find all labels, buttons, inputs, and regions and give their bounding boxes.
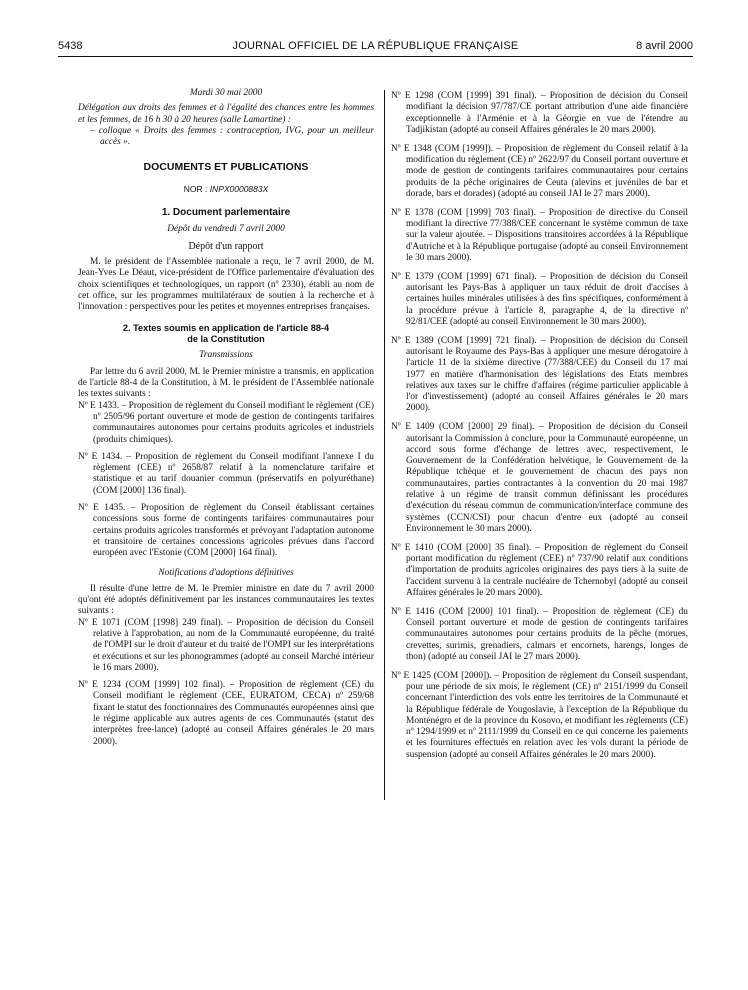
section-2-heading-line1: 2. Textes soumis en application de l'article 88-4 [122,323,330,334]
transmissions-heading: Transmissions [199,350,253,361]
text-entry: Nº E 1234 (COM [1999] 102 final). – Proposition de règlement (CE) du Conseil modifiant le règlement (CEE, EURATOM, CECA) nº 259/68 fixant le statut des fonctionnaires des Communautés européennes ainsi que le régime applicable aux autres agents de ces Communautés (statut des interprètes free-lance) (adopté au conseil Affaires générales le 20 mars 2000). [78,680,374,747]
transmissions-paragraph: Par lettre du 6 avril 2000, M. le Premier ministre a transmis, en application de l'article 88-4 de la Constitution, à M. le président de l'Assemblée nationale les textes suivants : [78,366,374,400]
section-2-heading [78,323,374,344]
section-1-depot-date: Dépôt du vendredi 7 avril 2000 [167,224,285,235]
page-header [58,40,693,56]
text-entry: Nº E 1425 (COM [2000]). – Proposition de règlement du Conseil suspendant, pour une période de six mois, le règlement (CE) nº 2151/1999 du Conseil concernant l'interdiction des vols entre les territoires de la Communauté et la République fédérale de Yougoslavie, à l'exception de la République du Monténégro et de la province du Kosovo, et modifiant les règlements (CE) nº 1294/1999 et nº 2111/1999 du Conseil en ce qui concerne les paiements et les fournitures effectués en relation avec les vols durant la période de suspension (adopté au conseil Affaires générales le 20 mars 2000). [391,670,688,760]
text-entry: Nº E 1434. – Proposition de règlement du Conseil modifiant l'annexe I du règlement (CEE) nº 2658/87 relatif à la nomenclature tarifaire et statistique et au tarif douanier commun (préservatifs en polyuréthane) (COM [2000] 136 final). [78,451,374,496]
notifications-heading: Notifications d'adoptions définitives [158,567,294,578]
text-entry: Nº E 1389 (COM [1999] 721 final). – Proposition de décision du Conseil autorisant le Royaume des Pays-Bas à appliquer une mesure dérogatoire à l'article 11 de la sixième directive (77/388/CEE) du Conseil du 17 mai 1977 en matière d'harmonisation des législations des Etats membres relatives aux taxes sur le chiffre d'affaires (régime particulier applicable à l'or d'investissement) (adopté au conseil Affaires générales le 20 mars 2000). [391,335,688,414]
notifications-paragraph: Il résulte d'une lettre de M. le Premier ministre en date du 7 avril 2000 qu'ont été adoptés définitivement par les instances communautaires les textes suivants : [78,583,374,617]
text-entry: Nº E 1433. – Proposition de règlement du Conseil modifiant le règlement (CE) nº 2505/96 portant ouverture et mode de gestion de contingents tarifaires communautaires autonomes pour certains produits agricoles et industriels (produits chimiques). [78,400,374,445]
text-entry: Nº E 1410 (COM [2000] 35 final). – Proposition de règlement du Conseil portant modification du règlement (CEE) nº 737/90 relatif aux conditions d'importation de produits agricoles originaires des pays tiers à la suite de l'accident survenu à la centrale nucléaire de Tchernobyl (adopté au conseil Affaires générales le 20 mars 2000). [391,542,688,598]
section-1-subheading: Dépôt d'un rapport [188,240,264,252]
nor-line [78,184,374,195]
colloque-item: – colloque « Droits des femmes : contraception, IVG, pour un meilleur accès ». [90,125,374,148]
journal-title: JOURNAL OFFICIEL DE LA RÉPUBLIQUE FRANÇAISE [232,40,519,52]
text-entry: Nº E 1348 (COM [1999]). – Proposition de règlement du Conseil relatif à la modification du règlement (CE) nº 2622/97 du Conseil portant ouverture et mode de gestion de contingents tarifaires communautaires pour certains produits de la pêche originaires de Ceuta (alevins et juvéniles de bar et dorade, bars et dorades) (adopté au conseil JAI le 27 mars 2000). [391,143,689,199]
text-entry: Nº E 1416 (COM [2000] 101 final). – Proposition de règlement (CE) du Conseil portant ouverture et mode de gestion de contingents tarifaires communautaires autonomes pour certains produits de la pêche (morues, crevettes, surimis, grenadiers, calmars et encornets, harengs, longes de thon) (adopté au conseil JAI le 27 mars 2000). [391,606,688,662]
page-number: 5438 [58,40,83,52]
right-column [391,91,688,769]
text-entry: Nº E 1409 (COM [2000] 29 final). – Proposition de décision du Conseil autorisant la Commission à conclure, pour la Communauté européenne, un accord sous forme d'échange de lettres avec, respectivement, le Gouvernement de la Confédération helvétique, le Gouvernement de la République tchèque et le gouvernement de chacun des pays non communautaires, parties contractantes à la convention du 20 mai 1987 relative à un régime de transit commun définissant les procédures d'exécution du réseau commun de communication/interface commune des systèmes (CCN/CSI) pour chacun d'entre eux (adopté au conseil Environnement le 30 mars 2000). [391,422,688,534]
section-2-heading-line2: de la Constitution [187,333,265,344]
section-1-paragraph: M. le président de l'Assemblée nationale a reçu, le 7 avril 2000, de M. Jean-Yves Le Déaut, vice-président de l'Office parlementaire d'évaluation des choix scientifiques et technologiques, un rapport (nº 2330), établi au nom de cet office, sur les programmes multilatéraux de soutien à la recherche et à l'innovation : perspectives pour les petites et moyennes entreprises françaises. [78,256,374,313]
text-entry: Nº E 1298 (COM [1999] 391 final). – Proposition de décision du Conseil modifiant la décision 97/787/CE portant attribution d'une aide financière exceptionnelle à l'Arménie et à la Géorgie en vue de l'étendre au Tadjikistan (adopté au conseil Affaires générales le 20 mars 2000). [391,91,688,135]
delegation-text: Délégation aux droits des femmes et à l'égalité des chances entre les hommes et les femmes, de 16 h 30 à 20 heures (salle Lamartine) : [78,103,374,125]
documents-heading: DOCUMENTS ET PUBLICATIONS [143,161,309,174]
issue-date: 8 avril 2000 [636,40,693,52]
text-entry: Nº E 1378 (COM [1999] 703 final). – Proposition de directive du Conseil modifiant la directive 77/388/CEE concernant le système commun de taxe sur la valeur ajoutée. – Dispositions transitoires accordées à la République d'Autriche et à la République portugaise (adopté au conseil Environnement le 30 mars 2000). [391,207,688,263]
text-entry: Nº E 1071 (COM [1998] 249 final). – Proposition de décision du Conseil relative à l'approbation, au nom de la Communauté européenne, du traité de l'OMPI sur le droit d'auteur et du traité de l'OMPI sur les interprétations et exécutions et sur les phonogrammes (adopté au conseil Marché intérieur le 16 mars 2000). [78,617,374,673]
text-entry: Nº E 1379 (COM [1999] 671 final). – Proposition de décision du Conseil autorisant les Pays-Bas à appliquer un taux réduit de droit d'accises à certaines huiles minérales utilisées à des fins spécifiques, conformément à la procédure prévue à l'article 8, paragraphe 4, de la directive nº 92/81/CEE (adopté au conseil Environnement le 30 mars 2000). [391,271,688,327]
header-rule [58,56,693,57]
agenda-date: Mardi 30 mai 2000 [189,88,263,98]
section-1-heading: 1. Document parlementaire [161,207,291,219]
text-entry: Nº E 1435. – Proposition de règlement du Conseil établissant certaines concessions sous forme de contingents tarifaires communautaires pour certains produits agricoles transformés et prévoyant l'adaptation autonome et transitoire de certaines concessions agricoles prévues dans l'accord européen avec l'Estonie (COM [2000] 164 final). [78,503,374,559]
left-column [78,88,374,754]
column-divider [384,90,385,800]
nor-code: INPX0000883X [209,183,269,194]
nor-label: NOR : [183,183,210,194]
